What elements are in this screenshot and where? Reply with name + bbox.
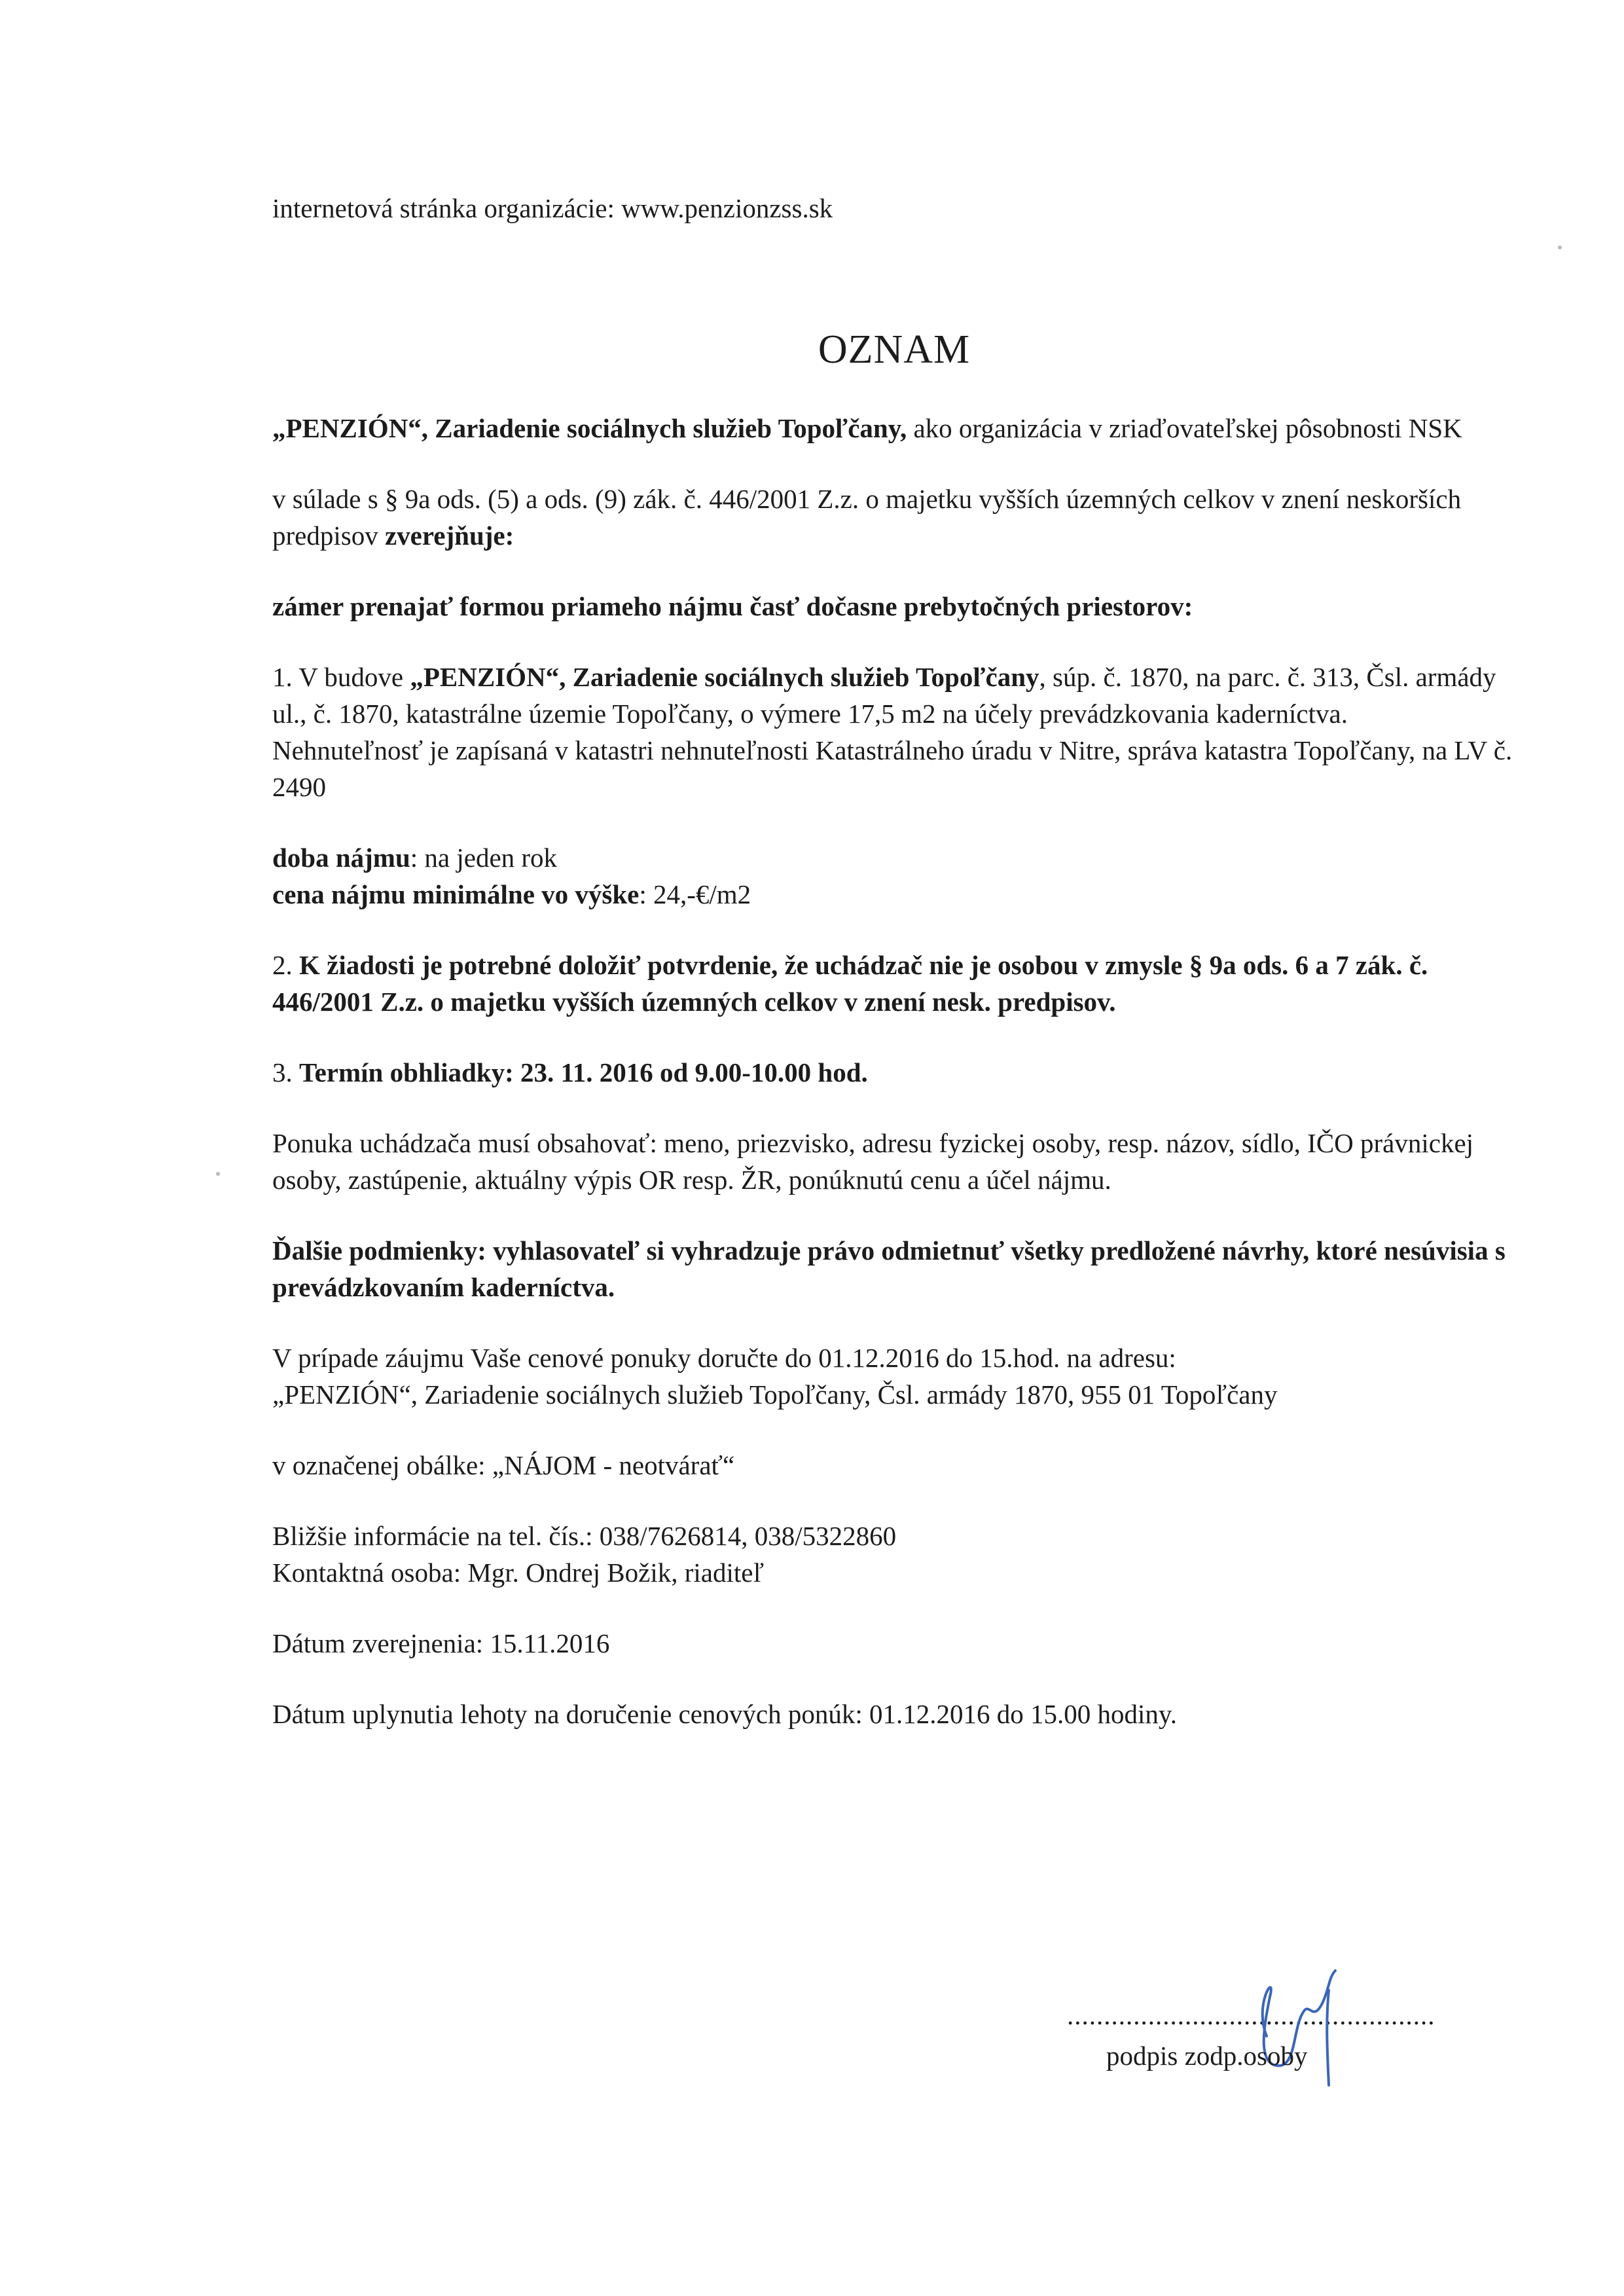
lease-duration-label: doba nájmu [272,843,410,873]
item-3-text: Termín obhliadky: 23. 11. 2016 od 9.00-10.00 hod. [299,1057,868,1087]
intro-paragraph [272,410,1516,446]
scan-speck [1558,246,1562,249]
lease-duration [272,839,1516,876]
item-1-building: „PENZIÓN“, Zariadenie sociálnych služieb Topoľčany [410,662,1039,692]
lease-price-value: : 24,-€/m2 [639,879,751,909]
organization-name: „PENZIÓN“, Zariadenie sociálnych služieb Topoľčany, [272,413,907,443]
delivery-address: „PENZIÓN“, Zariadenie sociálnych služieb Topoľčany, Čsl. armády 1870, 955 01 Topoľčany [272,1379,1278,1410]
intent-statement: zámer prenajať formou priameho nájmu časť dočasne prebytočných priestorov: [272,591,1193,621]
legal-basis-paragraph [272,481,1516,554]
legal-basis-bold: zverejňuje: [384,520,514,551]
item-1-paragraph [272,659,1516,732]
envelope-marking: v označenej obálke: „NÁJOM - neotvárať“ [272,1450,735,1480]
contact-person: Kontaktná osoba: Mgr. Ondrej Božik, riaditeľ [272,1558,765,1588]
contact-phone: Bližšie informácie na tel. čís.: 038/7626814, 038/5322860 [272,1521,897,1551]
item-3-prefix: 3. [272,1057,299,1087]
publication-date: Dátum zverejnenia: 15.11.2016 [272,1628,610,1658]
lease-price [272,876,1516,913]
deadline-date: Dátum uplynutia lehoty na doručenie cenových ponúk: 01.12.2016 do 15.00 hodiny. [272,1699,1177,1729]
signature-block [1067,1997,1435,2095]
delivery-instructions: V prípade záujmu Vaše cenové ponuky doručte do 01.12.2016 do 15.hod. na adresu: [272,1343,1176,1373]
lease-price-label: cena nájmu minimálne vo výške [272,879,640,909]
item-2-prefix: 2. [272,950,299,980]
item-2-paragraph [272,947,1516,1020]
signature-line: .................................................. [1067,2000,1435,2030]
item-1-details: , súp. č. 1870, na parc. č. 313, Čsl. armády ul., č. 1870, katastrálne územie Topoľčany, o výmere 17,5 m2 na účely prevádzkovania kaderníctva. [272,662,1496,729]
item-1-registry: Nehnuteľnosť je zapísaná v katastri nehnuteľnosti Katastrálneho úradu v Nitre, správa katastra Topoľčany, na LV č. 2490 [272,735,1513,802]
scan-speck [216,1172,220,1176]
item-1-prefix: 1. V budove [272,662,410,692]
document-body [272,190,1516,1732]
other-conditions: Ďalšie podmienky: vyhlasovateľ si vyhradzuje právo odmietnuť všetky predložené návrhy, ktoré nesúvisia s prevádzkovaním kaderníctva. [272,1235,1506,1302]
lease-duration-value: : na jeden rok [410,843,558,873]
signature-label: podpis zodp.osoby [1106,2041,1308,2071]
website-line: internetová stránka organizácie: www.penzionzss.sk [272,193,833,223]
legal-basis-text: v súlade s § 9a ods. (5) a ods. (9) zák. č. 446/2001 Z.z. o majetku vyšších územných celkov v znení neskorších predpisov [272,484,1462,551]
item-3-paragraph [272,1054,1516,1091]
offer-requirements: Ponuka uchádzača musí obsahovať: meno, priezvisko, adresu fyzickej osoby, resp. názov, sídlo, IČO právnickej osoby, zastúpenie, aktuálny výpis OR resp. ŽR, ponúknutú cenu a účel nájmu. [272,1128,1474,1195]
document-title: OZNAM [818,327,971,372]
item-2-text: K žiadosti je potrebné doložiť potvrdenie, že uchádzač nie je osobou v zmysle § 9a ods. 6 a 7 zák. č. 446/2001 Z.z. o majetku vyšších územných celkov v znení nesk. predpisov. [272,950,1428,1017]
intro-rest: ako organizácia v zriaďovateľskej pôsobnosti NSK [907,413,1462,443]
